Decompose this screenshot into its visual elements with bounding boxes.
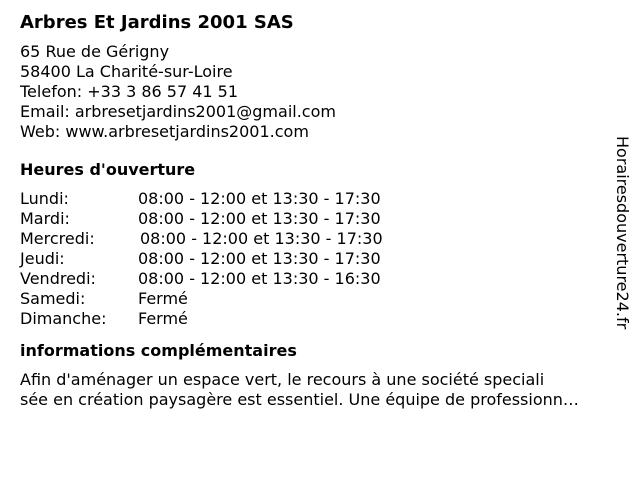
address-block bbox=[20, 42, 620, 142]
hours-row bbox=[20, 189, 620, 209]
additional-info-line: Afin d'aménager un espace vert, le recours à une société speciali bbox=[20, 370, 545, 389]
opening-hours-table bbox=[20, 189, 620, 329]
additional-info-line: sée en création paysagère est essentiel. Une équipe de professionn… bbox=[20, 390, 579, 409]
opening-hours-heading: Heures d'ouverture bbox=[20, 160, 196, 179]
hours-time: 08:00 - 12:00 et 13:30 - 17:30 bbox=[138, 189, 381, 208]
hours-row bbox=[20, 229, 620, 249]
hours-day: Dimanche: bbox=[20, 309, 107, 328]
hours-row bbox=[20, 249, 620, 269]
site-watermark bbox=[612, 136, 634, 368]
web-line[interactable]: Web: www.arbresetjardins2001.com bbox=[20, 122, 309, 141]
city-address: 58400 La Charité-sur-Loire bbox=[20, 62, 233, 81]
hours-day: Vendredi: bbox=[20, 269, 96, 288]
hours-day: Lundi: bbox=[20, 189, 69, 208]
hours-row bbox=[20, 209, 620, 229]
main-content bbox=[20, 10, 620, 410]
hours-row bbox=[20, 269, 620, 289]
hours-row bbox=[20, 289, 620, 309]
street-address: 65 Rue de Gérigny bbox=[20, 42, 170, 61]
hours-time: 08:00 - 12:00 et 13:30 - 17:30 bbox=[140, 229, 383, 248]
site-watermark-text: Horairesdouverture24.fr bbox=[613, 136, 632, 330]
hours-day: Mardi: bbox=[20, 209, 70, 228]
hours-row bbox=[20, 309, 620, 329]
additional-info-heading: informations complémentaires bbox=[20, 341, 297, 360]
hours-time: 08:00 - 12:00 et 13:30 - 16:30 bbox=[138, 269, 381, 288]
hours-time: 08:00 - 12:00 et 13:30 - 17:30 bbox=[138, 209, 381, 228]
hours-day: Mercredi: bbox=[20, 229, 95, 248]
hours-time: Fermé bbox=[138, 289, 188, 308]
business-name: Arbres Et Jardins 2001 SAS bbox=[20, 12, 294, 33]
hours-day: Samedi: bbox=[20, 289, 86, 308]
email-line[interactable]: Email: arbresetjardins2001@gmail.com bbox=[20, 102, 336, 121]
hours-time: 08:00 - 12:00 et 13:30 - 17:30 bbox=[138, 249, 381, 268]
phone-line[interactable]: Telefon: +33 3 86 57 41 51 bbox=[20, 82, 239, 101]
hours-day: Jeudi: bbox=[20, 249, 65, 268]
hours-time: Fermé bbox=[138, 309, 188, 328]
